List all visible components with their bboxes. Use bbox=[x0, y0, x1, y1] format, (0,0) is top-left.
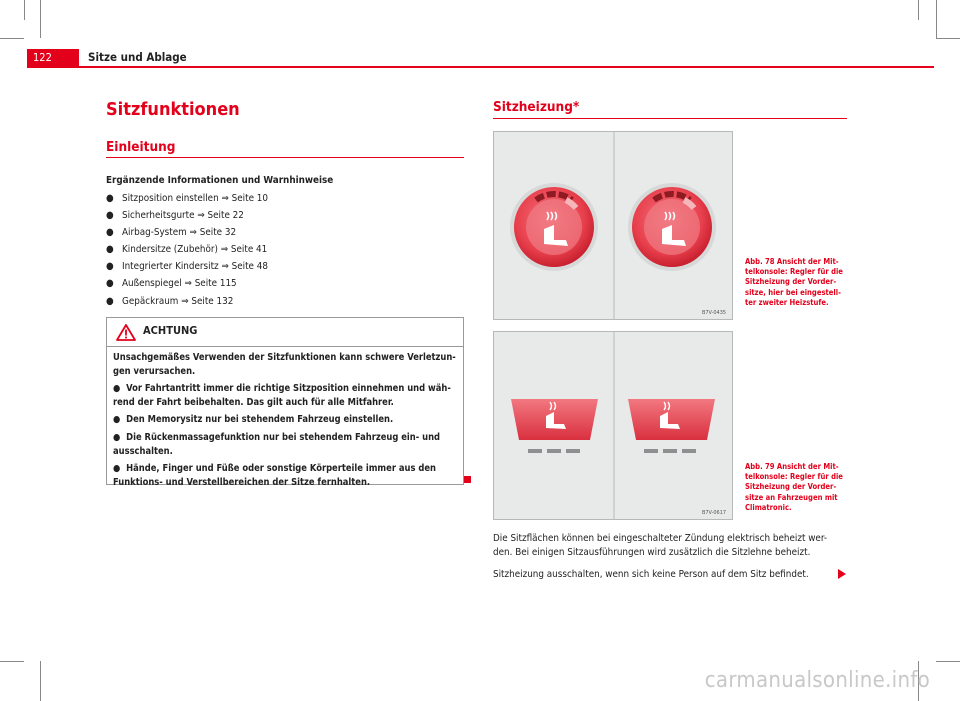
bullet-icon: ● bbox=[106, 227, 114, 239]
bullet-icon: ● bbox=[113, 432, 121, 444]
intro-text: Ergänzende Informationen und Warnhinweise bbox=[106, 175, 334, 186]
crop-mark bbox=[0, 38, 24, 39]
header-rule bbox=[27, 66, 934, 68]
crop-mark bbox=[918, 0, 919, 20]
bullet-icon: ● bbox=[106, 210, 114, 222]
button-right[interactable] bbox=[628, 399, 715, 453]
crop-mark bbox=[24, 0, 25, 20]
list-item[interactable]: ● Außenspiegel ⇒ Seite 115 bbox=[106, 275, 268, 292]
bullet-icon: ● bbox=[106, 278, 114, 290]
list-item[interactable]: ● Sicherheitsgurte ⇒ Seite 22 bbox=[106, 207, 268, 224]
climatronic-seat-heating-buttons-illustration bbox=[494, 332, 732, 519]
bullet-icon: ● bbox=[106, 244, 114, 256]
body-paragraph: Die Sitzflächen können bei eingeschalteter Zündung elektrisch beheizt wer- den. Bei einigen Sitzausführungen wird zusätzlich die Sitzlehne beheizt. bbox=[493, 533, 828, 558]
list-item[interactable]: ● Airbag-System ⇒ Seite 32 bbox=[106, 224, 268, 241]
seat-heating-knobs-illustration bbox=[494, 132, 732, 319]
bullet-icon: ● bbox=[113, 414, 121, 426]
knob-left[interactable] bbox=[510, 183, 598, 271]
reference-list bbox=[106, 190, 268, 310]
page-number: 122 bbox=[27, 49, 79, 66]
figure-79-caption: Abb. 79 Ansicht der Mit- telkonsole: Regler für die Sitzheizung der Vorder- sitze an Fahrzeugen mit Climatronic. bbox=[745, 462, 843, 512]
bullet-icon: ● bbox=[106, 193, 114, 204]
warning-body bbox=[113, 351, 458, 493]
figure-78-caption: Abb. 78 Ansicht der Mit- telkonsole: Regler für die Sitzheizung der Vorder- sitze, hier bei eingestell- ter zweiter Heizstufe. bbox=[745, 257, 843, 307]
bullet-icon: ● bbox=[106, 295, 114, 307]
figure-code: B7V-0617 bbox=[702, 510, 726, 516]
figure-78 bbox=[493, 131, 733, 320]
section-heading: Sitzfunktionen bbox=[106, 99, 240, 120]
warning-lead: Unsachgemäßes Verwenden der Sitzfunktionen kann schwere Verletzun- gen verursachen. bbox=[113, 352, 456, 377]
knob-right[interactable] bbox=[628, 183, 716, 271]
bullet-icon: ● bbox=[106, 261, 114, 273]
button-left[interactable] bbox=[511, 399, 598, 453]
list-item[interactable]: ● Gepäckraum ⇒ Seite 132 bbox=[106, 293, 268, 310]
warning-item: ● Den Memorysitz nur bei stehendem Fahrzeug einstellen. bbox=[113, 414, 394, 426]
warning-triangle-icon bbox=[116, 324, 136, 341]
bullet-icon: ● bbox=[113, 383, 121, 395]
warning-item: ● Hände, Finger und Füße oder sonstige Körperteile immer aus den Funktions- und Verstellbereichen der Sitze fernhalten. bbox=[113, 463, 436, 488]
watermark: carmanualsonline.info bbox=[704, 668, 930, 693]
warning-title: ACHTUNG bbox=[143, 324, 198, 337]
running-header-title: Sitze und Ablage bbox=[88, 50, 187, 64]
bullet-icon: ● bbox=[113, 463, 121, 475]
crop-mark bbox=[40, 661, 41, 701]
crop-mark bbox=[936, 38, 960, 39]
list-item[interactable]: ● Integrierter Kindersitz ⇒ Seite 48 bbox=[106, 258, 268, 275]
crop-mark bbox=[40, 0, 41, 38]
body-paragraph: Sitzheizung ausschalten, wenn sich keine Person auf dem Sitz befindet. bbox=[493, 569, 809, 580]
subsection-rule bbox=[106, 157, 464, 158]
warning-box bbox=[106, 317, 464, 488]
section-heading: Sitzheizung* bbox=[493, 99, 580, 115]
section-end-mark bbox=[464, 476, 471, 483]
list-item[interactable]: ● Kindersitze (Zubehör) ⇒ Seite 41 bbox=[106, 241, 268, 258]
subsection-heading: Einleitung bbox=[106, 139, 176, 155]
warning-item: ● Die Rückenmassagefunktion nur bei stehendem Fahrzeug ein- und ausschalten. bbox=[113, 432, 441, 457]
continue-arrow-icon bbox=[838, 569, 846, 579]
crop-mark bbox=[0, 661, 24, 662]
crop-mark bbox=[936, 0, 937, 38]
warning-item: ● Vor Fahrtantritt immer die richtige Sitzposition einnehmen und wäh- rend der Fahrt beibehalten. Das gilt auch für alle Mitfahrer. bbox=[113, 383, 451, 408]
figure-79 bbox=[493, 331, 733, 520]
warning-header bbox=[107, 318, 463, 347]
list-item[interactable]: ● Sitzposition einstellen ⇒ Seite 10 bbox=[106, 190, 268, 207]
crop-mark bbox=[936, 661, 960, 662]
section-rule bbox=[493, 118, 847, 119]
figure-code: B7V-0435 bbox=[702, 310, 726, 316]
